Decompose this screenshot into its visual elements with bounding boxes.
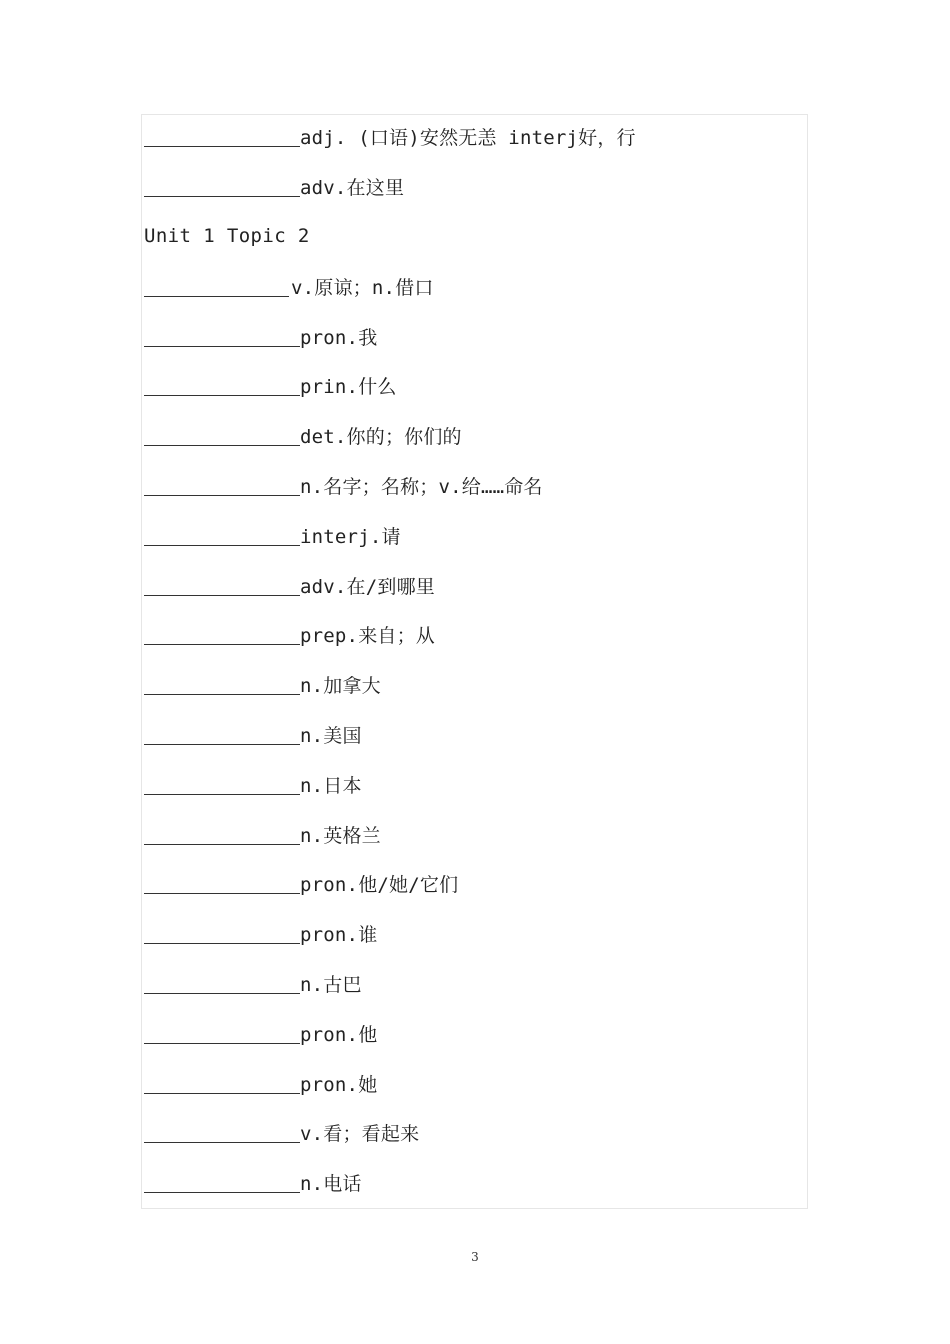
vocabulary-list: [144, 112, 804, 1208]
answer-blank[interactable]: [144, 981, 300, 994]
answer-blank[interactable]: [144, 184, 300, 197]
vocabulary-entry: [144, 610, 804, 660]
answer-blank[interactable]: [144, 483, 300, 496]
entry-definition: prin.什么: [300, 376, 397, 399]
entry-definition: n.英格兰: [300, 824, 381, 847]
entry-definition: det.你的；你们的: [300, 426, 462, 449]
answer-blank[interactable]: [144, 632, 300, 645]
entry-definition: v.看；看起来: [300, 1123, 420, 1146]
answer-blank[interactable]: [144, 682, 300, 695]
answer-blank[interactable]: [144, 881, 300, 894]
section-heading: [144, 212, 804, 262]
entry-definition: prep.来自；从: [300, 625, 435, 648]
page-number: 3: [471, 1250, 479, 1264]
entry-definition: adv.在/到哪里: [300, 575, 435, 598]
answer-blank[interactable]: [144, 334, 300, 347]
vocabulary-entry: [144, 759, 804, 809]
entry-definition: adj. (口语)安然无恙 interj好，行: [300, 127, 636, 150]
vocabulary-entry: [144, 112, 804, 162]
entry-definition: v.原谅；n.借口: [291, 276, 434, 299]
entry-definition: interj.请: [300, 525, 401, 548]
vocabulary-entry: [144, 909, 804, 959]
vocabulary-entry: [144, 510, 804, 560]
answer-blank[interactable]: [144, 134, 300, 147]
entry-definition: pron.他: [300, 1023, 378, 1046]
vocabulary-entry: [144, 959, 804, 1009]
entry-definition: n.电话: [300, 1173, 362, 1196]
vocabulary-entry: [144, 261, 804, 311]
answer-blank[interactable]: [144, 1180, 300, 1193]
answer-blank[interactable]: [144, 732, 300, 745]
answer-blank[interactable]: [144, 1031, 300, 1044]
answer-blank[interactable]: [144, 782, 300, 795]
vocabulary-entry: [144, 311, 804, 361]
answer-blank[interactable]: [144, 533, 300, 546]
section-heading-text: Unit 1 Topic 2: [144, 225, 310, 248]
answer-blank[interactable]: [144, 931, 300, 944]
answer-blank[interactable]: [144, 1130, 300, 1143]
vocabulary-entry: [144, 660, 804, 710]
entry-definition: pron.谁: [300, 924, 378, 947]
vocabulary-entry: [144, 1008, 804, 1058]
answer-blank[interactable]: [144, 583, 300, 596]
vocabulary-entry: [144, 1158, 804, 1208]
entry-definition: n.加拿大: [300, 675, 381, 698]
entry-definition: n.名字；名称；v.给……命名: [300, 475, 543, 498]
answer-blank[interactable]: [144, 383, 300, 396]
answer-blank[interactable]: [144, 284, 289, 297]
vocabulary-entry: [144, 162, 804, 212]
entry-definition: pron.我: [300, 326, 378, 349]
answer-blank[interactable]: [144, 433, 300, 446]
answer-blank[interactable]: [144, 1081, 300, 1094]
vocabulary-entry: [144, 461, 804, 511]
vocabulary-entry: [144, 859, 804, 909]
vocabulary-entry: [144, 560, 804, 610]
entry-definition: n.古巴: [300, 973, 362, 996]
entry-definition: n.美国: [300, 724, 362, 747]
entry-definition: n.日本: [300, 774, 362, 797]
vocabulary-entry: [144, 411, 804, 461]
vocabulary-entry: [144, 809, 804, 859]
vocabulary-entry: [144, 1108, 804, 1158]
entry-definition: pron.她: [300, 1073, 378, 1096]
entry-definition: pron.他/她/它们: [300, 874, 459, 897]
answer-blank[interactable]: [144, 832, 300, 845]
entry-definition: adv.在这里: [300, 177, 405, 200]
vocabulary-entry: [144, 1058, 804, 1108]
vocabulary-entry: [144, 361, 804, 411]
vocabulary-entry: [144, 710, 804, 760]
